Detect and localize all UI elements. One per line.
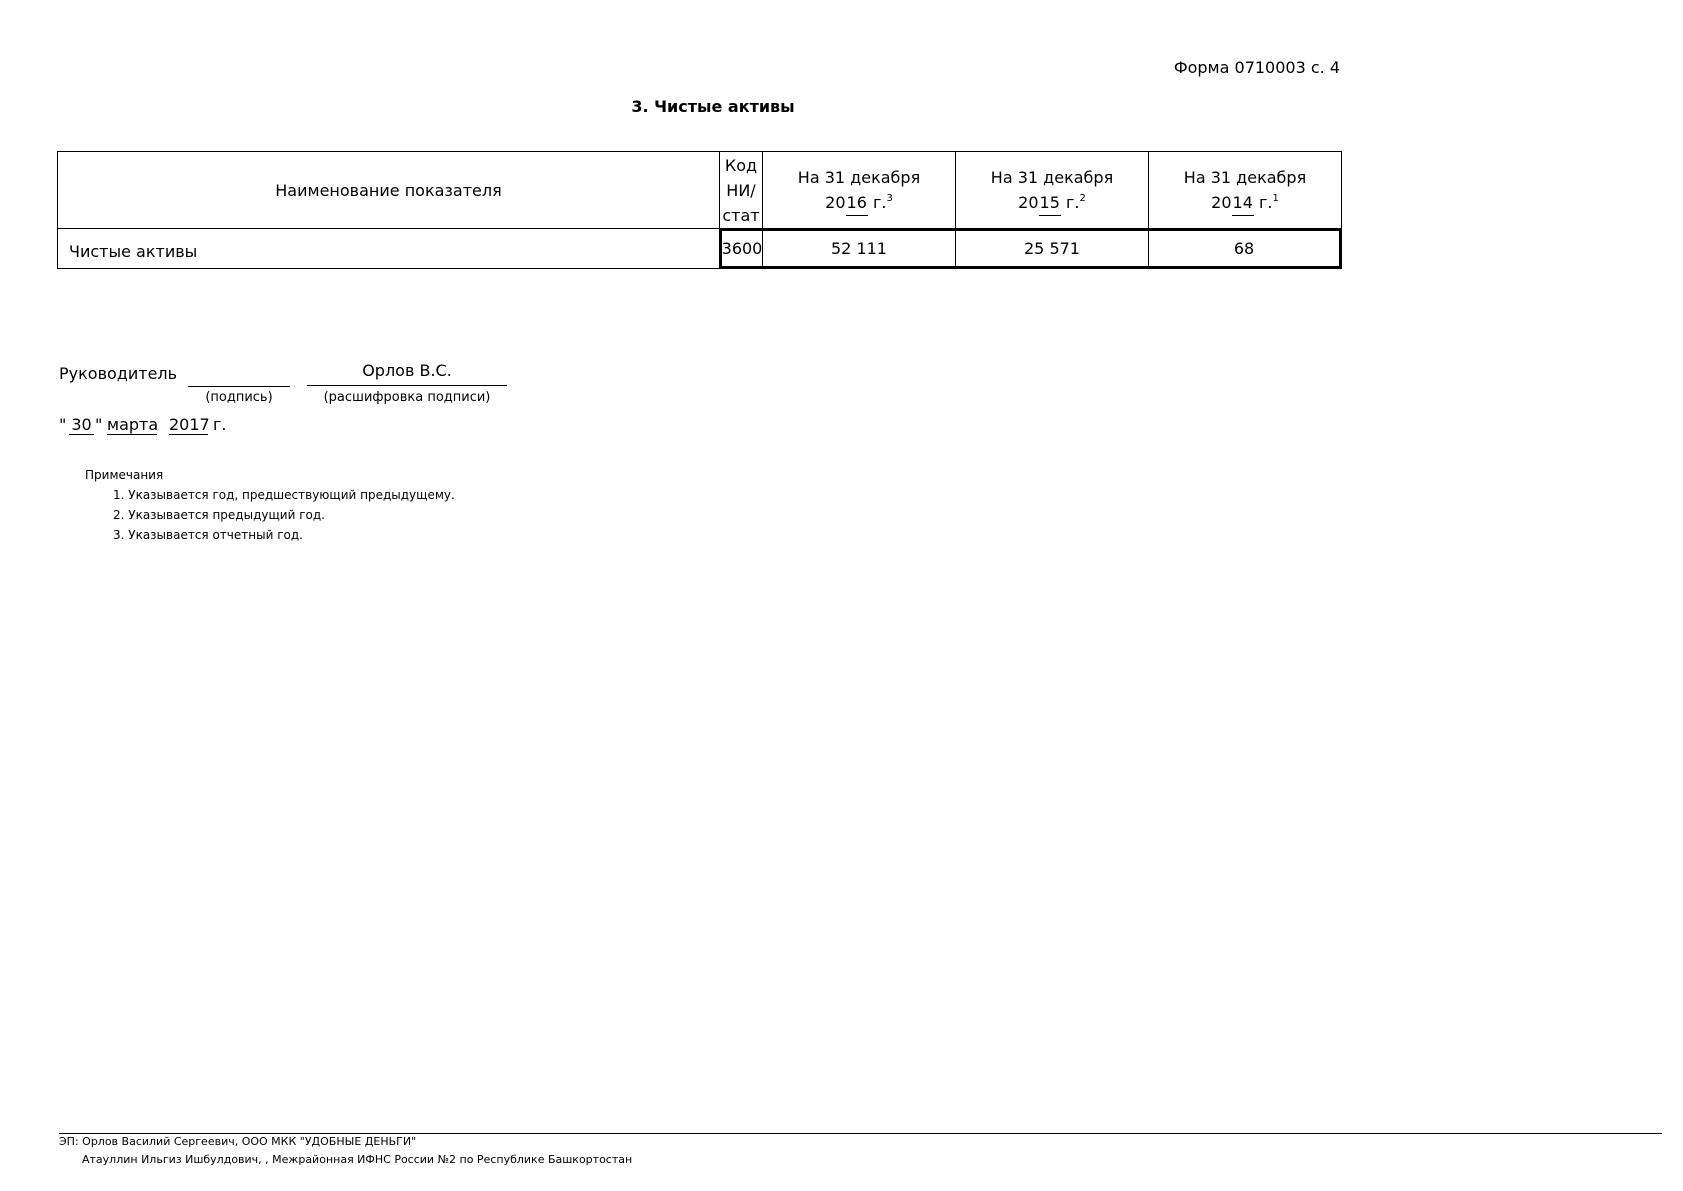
row-value-2016: 52 111 bbox=[831, 239, 887, 258]
header-2016-year bbox=[825, 190, 893, 216]
year-suffix: г. bbox=[1060, 192, 1080, 212]
header-code-line-3: стат bbox=[722, 205, 760, 225]
row-name-cell bbox=[57, 228, 720, 269]
header-2014-prefix: На 31 декабря bbox=[1183, 167, 1307, 187]
row-code-cell bbox=[719, 228, 763, 269]
date-quote-close: " bbox=[95, 415, 103, 434]
row-value-2015: 25 571 bbox=[1024, 239, 1080, 258]
row-value-2015-cell bbox=[955, 228, 1149, 269]
note-item-3: 3. Указывается отчетный год. bbox=[113, 528, 303, 542]
header-2015-year bbox=[1018, 190, 1086, 216]
signatory-name-caption: (расшифровка подписи) bbox=[323, 390, 491, 405]
section-title: 3. Чистые активы bbox=[631, 97, 795, 116]
header-indicator-name bbox=[57, 151, 720, 229]
row-name: Чистые активы bbox=[69, 242, 198, 261]
year-value: 14 bbox=[1232, 190, 1254, 216]
signatory-name bbox=[307, 361, 507, 386]
header-2014-year bbox=[1211, 190, 1279, 216]
header-2015 bbox=[955, 151, 1149, 229]
footer-signer-1: ЭП: Орлов Василий Сергеевич, ООО МКК "УДОБНЫЕ ДЕНЬГИ" bbox=[59, 1135, 417, 1148]
header-indicator-label: Наименование показателя bbox=[275, 180, 502, 200]
row-value-2016-cell bbox=[762, 228, 956, 269]
year-prefix: 20 bbox=[1018, 192, 1039, 212]
footnote-mark: 2 bbox=[1079, 192, 1086, 204]
footnote-mark: 3 bbox=[886, 192, 893, 204]
year-suffix: г. bbox=[1253, 192, 1273, 212]
header-code-line-2: НИ/ bbox=[726, 180, 756, 200]
header-code-line-1: Код bbox=[724, 155, 758, 175]
form-number: Форма 0710003 с. 4 bbox=[1173, 58, 1340, 77]
year-value: 15 bbox=[1039, 190, 1061, 216]
header-2014 bbox=[1148, 151, 1342, 229]
date-day: 30 bbox=[69, 415, 94, 435]
date-quote-open: " bbox=[59, 415, 67, 434]
footnote-mark: 1 bbox=[1272, 192, 1279, 204]
header-2016-prefix: На 31 декабря bbox=[797, 167, 921, 187]
year-prefix: 20 bbox=[825, 192, 846, 212]
header-2016 bbox=[762, 151, 956, 229]
row-value-2014: 68 bbox=[1233, 239, 1255, 258]
year-suffix: г. bbox=[867, 192, 887, 212]
row-code: 3600 bbox=[721, 239, 763, 258]
date-month: марта bbox=[107, 415, 159, 434]
header-2015-prefix: На 31 декабря bbox=[990, 167, 1114, 187]
signature-role: Руководитель bbox=[59, 364, 178, 383]
year-prefix: 20 bbox=[1211, 192, 1232, 212]
year-value: 16 bbox=[846, 190, 868, 216]
row-value-2014-cell bbox=[1148, 228, 1342, 269]
note-item-1: 1. Указывается год, предшествующий предыдущему. bbox=[113, 488, 455, 502]
footer-signer-2: Атауллин Ильгиз Ишбулдович, , Межрайонная ИФНС России №2 по Республике Башкортостан bbox=[82, 1153, 633, 1166]
date-suffix: г. bbox=[213, 415, 227, 434]
footer-divider bbox=[59, 1133, 1662, 1134]
notes-title: Примечания bbox=[85, 468, 164, 482]
header-code bbox=[719, 151, 763, 229]
note-item-2: 2. Указывается предыдущий год. bbox=[113, 508, 325, 522]
date-year: 2017 bbox=[169, 415, 210, 434]
signature-caption: (подпись) bbox=[205, 390, 273, 405]
signatory-name-text: Орлов В.С. bbox=[362, 361, 452, 380]
signature-line bbox=[188, 386, 290, 387]
